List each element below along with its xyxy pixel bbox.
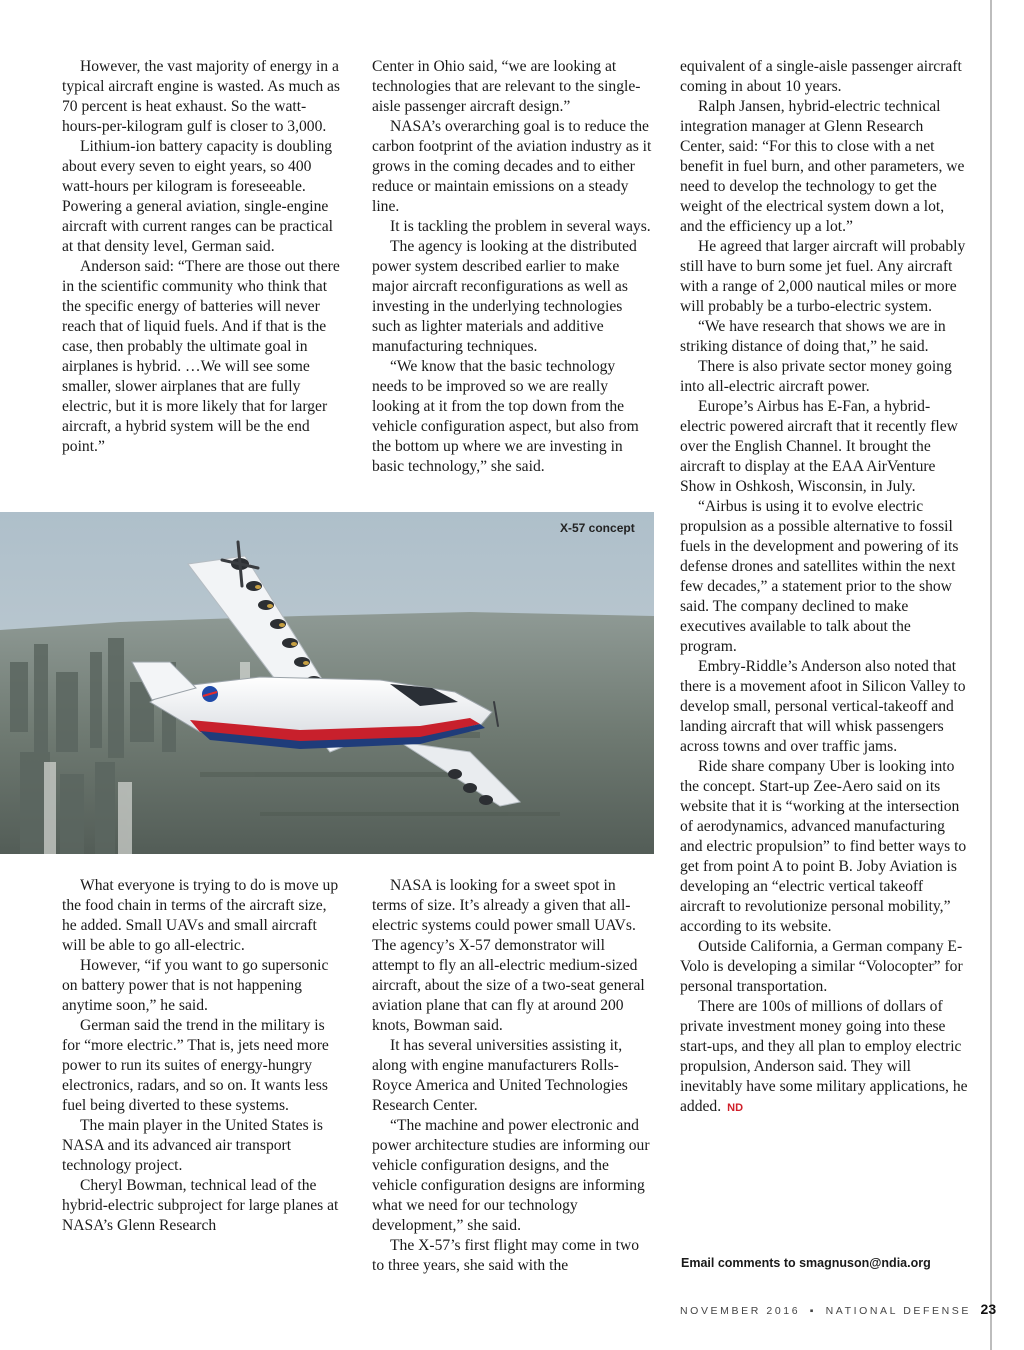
footer-bullet: ▪: [809, 1305, 817, 1317]
paragraph: equivalent of a single-aisle passenger aircraft coming in about 10 years.: [680, 58, 962, 95]
paragraph: The main player in the United States is NASA and its advanced air transport technology project.: [62, 1117, 323, 1174]
page-edge-rule: [990, 0, 992, 1350]
page-footer: [680, 1301, 996, 1317]
page-number: 23: [980, 1301, 997, 1317]
paragraph: Ralph Jansen, hybrid-electric technical integration manager at Glenn Research Center, said: “For this to close with a net benefit in fuel burn, and other parameters, we need to develop the technology to get the weight of the electrical system down a lot, and the efficiency up a lot.”: [680, 98, 965, 235]
paragraph: Outside California, a German company E-Volo is developing a similar “Volocopter” for personal transportation.: [680, 938, 963, 995]
footer-month: NOVEMBER 2016: [680, 1305, 801, 1317]
paragraph: Center in Ohio said, “we are looking at technologies that are relevant to the single-aisle passenger aircraft design.”: [372, 58, 641, 115]
paragraph: It has several universities assisting it, along with engine manufacturers Rolls-Royce America and United Technologies Research Center.: [372, 1037, 628, 1114]
email-comments-line: Email comments to smagnuson@ndia.org: [681, 1256, 931, 1270]
paragraph: Lithium-ion battery capacity is doubling about every seven to eight years, so 400 watt-hours per kilogram is foreseeable. Powering a general aviation, single-engine aircraft with current ranges can be practical at that density level, German said.: [62, 138, 334, 255]
column-c: [680, 57, 970, 1118]
column-a-bottom: [62, 876, 344, 1236]
column-a-top: [62, 57, 344, 457]
paragraph-final: [680, 997, 970, 1118]
paragraph: The X-57’s first flight may come in two to three years, she said with the: [372, 1237, 640, 1274]
paragraph: However, the vast majority of energy in a typical aircraft engine is wasted. As much as 70 percent is heat exhaust. So the watt-hours-per-kilogram gulf is closer to 3,000.: [62, 58, 340, 135]
footer-publication: NATIONAL DEFENSE: [825, 1305, 972, 1317]
paragraph: It is tackling the problem in several ways.: [390, 218, 651, 235]
paragraph: “The machine and power electronic and power architecture studies are informing our vehicle configuration designs, and the vehicle configuration designs are informing what we need for our technology development,” she said.: [372, 1117, 650, 1234]
final-paragraph-text: There are 100s of millions of dollars of private investment money going into these start-ups, and they all plan to employ electric propulsion, Anderson said. They will inevitably have some military applications, he added.: [680, 998, 968, 1115]
aircraft-over-city-illustration: [0, 512, 654, 854]
column-b-bottom: [372, 876, 654, 1276]
paragraph: Cheryl Bowman, technical lead of the hybrid-electric subproject for large planes at NASA’s Glenn Research: [62, 1177, 339, 1234]
paragraph: What everyone is trying to do is move up the food chain in terms of the aircraft size, he added. Small UAVs and small aircraft will be able to go all-electric.: [62, 877, 339, 954]
paragraph: “We have research that shows we are in striking distance of doing that,” he said.: [680, 318, 946, 355]
nd-end-mark: ND: [727, 1102, 744, 1114]
paragraph: Europe’s Airbus has E-Fan, a hybrid-electric powered aircraft that it recently flew over the English Channel. It brought the aircraft to display at the EAA AirVenture Show in Oshkosh, Wisconsin, in July.: [680, 398, 958, 495]
paragraph: There is also private sector money going into all-electric aircraft power.: [680, 358, 952, 395]
paragraph: “We know that the basic technology needs to be improved so we are really looking at it from the top down from the vehicle configuration aspect, but also from the bottom up where we are investing in basic technology,” she said.: [372, 358, 639, 475]
paragraph: Anderson said: “There are those out there in the scientific community who think that the specific energy of batteries will never reach that of liquid fuels. And if that is the case, then probably the ultimate goal in airplanes is hybrid. …We will see some smaller, slower airplanes that are fully electric, but it is more likely that for larger aircraft, a hybrid system will be the end point.”: [62, 258, 340, 455]
paragraph: NASA is looking for a sweet spot in terms of size. It’s already a given that all-electric systems could power small UAVs. The agency’s X-57 demonstrator will attempt to fly an all-electric medium-sized aircraft, about the size of a two-seat general aviation plane that can fly at around 200 knots, Bowman said.: [372, 877, 645, 1034]
paragraph: He agreed that larger aircraft will probably still have to burn some jet fuel. Any aircraft with a range of 2,000 nautical miles or more will probably be a turbo-electric system.: [680, 238, 966, 315]
paragraph: Ride share company Uber is looking into the concept. Start-up Zee-Aero said on its website that it is “working at the intersection of aerodynamics, advanced manufacturing and electric propulsion” to find better ways to get from point A to point B. Joby Aviation is developing an “electric vertical takeoff aircraft to revolutionize personal mobility,” according to its website.: [680, 758, 967, 935]
paragraph: NASA’s overarching goal is to reduce the carbon footprint of the aviation industry as it grows in the coming decades and to either reduce or maintain emissions on a steady line.: [372, 118, 652, 215]
paragraph: German said the trend in the military is for “more electric.” That is, jets need more power to run its suites of energy-hungry electronics, radars, and so on. It wants less fuel being diverted to these systems.: [62, 1017, 329, 1114]
paragraph: Embry-Riddle’s Anderson also noted that there is a movement afoot in Silicon Valley to develop small, personal vertical-takeoff and landing aircraft that will whisk passengers across towns and over traffic jams.: [680, 658, 966, 755]
x57-concept-photo: [0, 512, 654, 854]
photo-caption-label: X-57 concept: [560, 521, 635, 535]
paragraph: However, “if you want to go supersonic on battery power that is not happening anytime soon,” he said.: [62, 957, 329, 1014]
paragraph: The agency is looking at the distributed power system described earlier to make major aircraft reconfigurations as well as investing in the underlying technologies such as lighter materials and additive manufacturing techniques.: [372, 238, 637, 355]
column-b-top: [372, 57, 654, 477]
paragraph: “Airbus is using it to evolve electric propulsion as a possible alternative to fossil fuels in the development and powering of its defense drones and satellites within the next few decades,” a statement prior to the show said. The company declined to make executives available to talk about the program.: [680, 498, 959, 655]
